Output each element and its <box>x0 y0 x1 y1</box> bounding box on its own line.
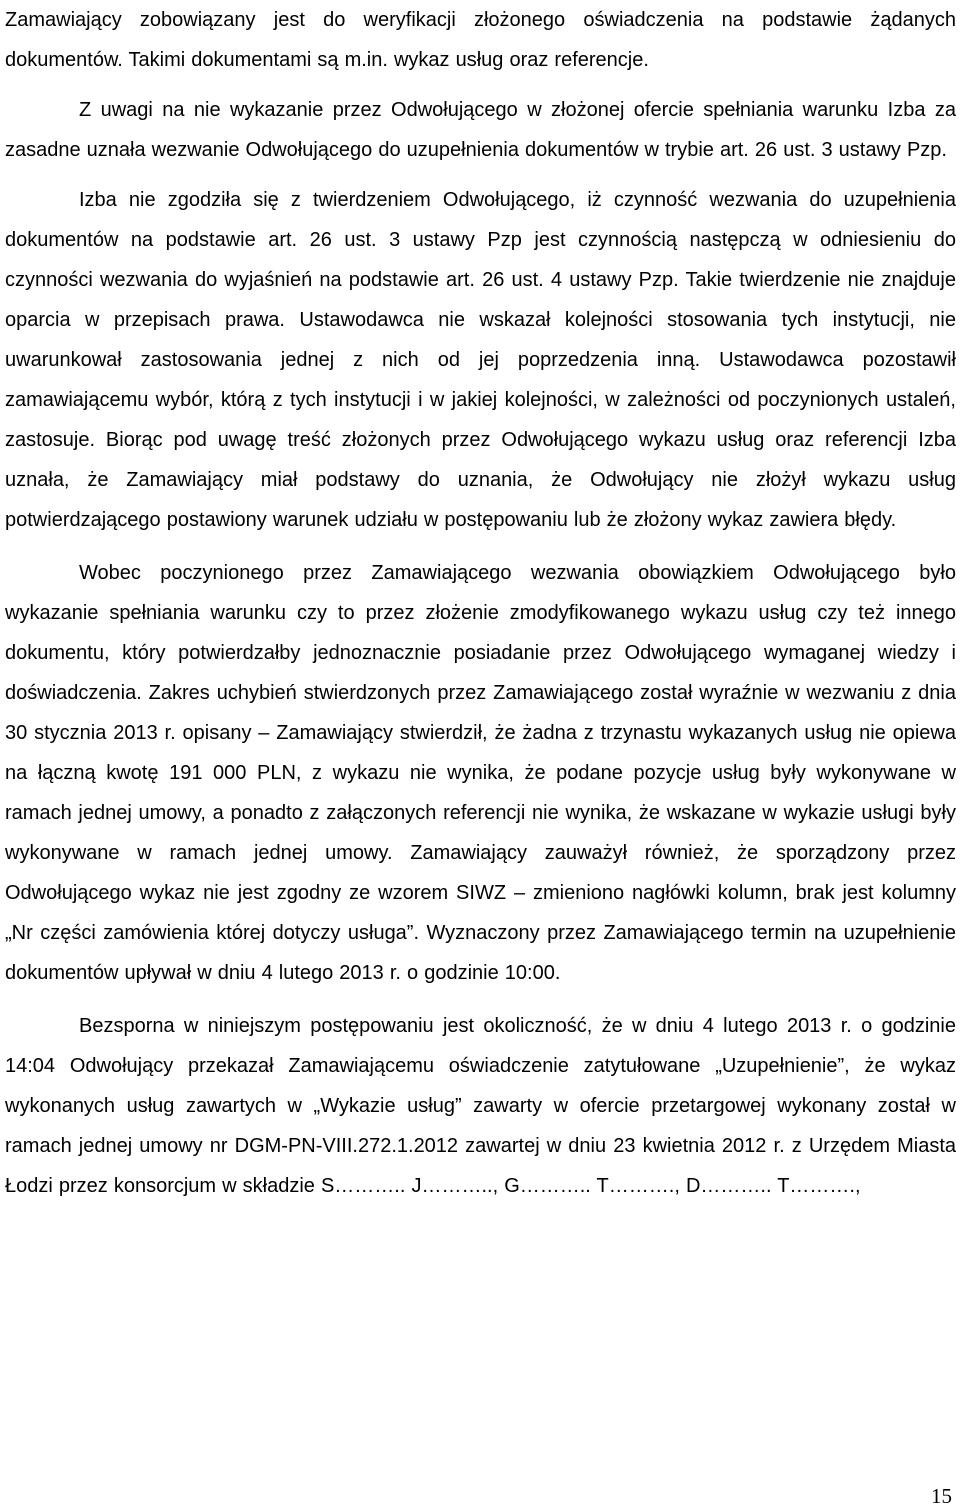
paragraph-summons-details: Wobec poczynionego przez Zamawiającego wezwania obowiązkiem Odwołującego było wykazanie spełniania warunku czy to przez złożenie zmodyfikowanego wykazu usług czy też innego dokumentu, który potwierdzałby jednoznacznie posiadanie przez Odwołującego wymaganej wiedzy i doświadczenia. Zakres uchybień stwierdzonych przez Zamawiającego został wyraźnie w wezwaniu z dnia 30 stycznia 2013 r. opisany – Zamawiający stwierdził, że żadna z trzynastu wykazanych usług nie opiewa na łączną kwotę 191 000 PLN, z wykazu nie wynika, że podane pozycje usług były wykonywane w ramach jednej umowy, a ponadto z załączonych referencji nie wynika, że wskazane w wykazie usługi były wykonywane w ramach jednej umowy. Zamawiający zauważył również, że sporządzony przez Odwołującego wykaz nie jest zgodny ze wzorem SIWZ – zmieniono nagłówki kolumn, brak jest kolumny „Nr części zamówienia której dotyczy usługa”. Wyznaczony przez Zamawiającego termin na uzupełnienie dokumentów upływał w dniu 4 lutego 2013 r. o godzinie 10:00. <box>5 562 956 984</box>
paragraph-verification-obligation: Zamawiający zobowiązany jest do weryfikacji złożonego oświadczenia na podstawie żądanych dokumentów. Takimi dokumentami są m.in. wykaz usług oraz referencje. <box>5 9 956 71</box>
paragraph-chamber-position: Izba nie zgodziła się z twierdzeniem Odwołującego, iż czynność wezwania do uzupełnienia dokumentów na podstawie art. 26 ust. 3 ustawy Pzp jest czynnością następczą w odniesieniu do czynności wezwania do wyjaśnień na podstawie art. 26 ust. 4 ustawy Pzp. Takie twierdzenie nie znajduje oparcia w przepisach prawa. Ustawodawca nie wskazał kolejności stosowania tych instytucji, nie uwarunkował zastosowania jednej z nich od jej poprzedzenia inną. Ustawodawca pozostawił zamawiającemu wybór, którą z tych instytucji i w jakiej kolejności, w zależności od poczynionych ustaleń, zastosuje. Biorąc pod uwagę treść złożonych przez Odwołującego wykazu usług oraz referencji Izba uznała, że Zamawiający miał podstawy do uznania, że Odwołujący nie złożył wykazu usług potwierdzającego postawiony warunek udziału w postępowaniu lub że złożony wykaz zawiera błędy. <box>5 189 956 531</box>
paragraph-spacer <box>5 993 956 1006</box>
paragraph-spacer <box>5 540 956 553</box>
paragraph-undisputed-circumstance: Bezsporna w niniejszym postępowaniu jest okoliczność, że w dniu 4 lutego 2013 r. o godzinie 14:04 Odwołujący przekazał Zamawiającemu oświadczenie zatytułowane „Uzupełnienie”, że wykaz wykonanych usług zawartych w „Wykazie usług” zawarty w ofercie przetargowej wykonany został w ramach jednej umowy nr DGM-PN-VIII.272.1.2012 zawartej w dniu 23 kwietnia 2012 r. z Urzędem Miasta Łodzi przez konsorcjum w składzie S……….. J……….., G……….. T………., D……….. T………., <box>5 1015 956 1197</box>
paragraph-spacer <box>5 170 956 180</box>
paragraph-spacer <box>5 80 956 90</box>
page-number: 15 <box>931 1484 952 1508</box>
paragraph-supplementation-summons: Z uwagi na nie wykazanie przez Odwołującego w złożonej ofercie spełniania warunku Izba za zasadne uznała wezwanie Odwołującego do uzupełnienia dokumentów w trybie art. 26 ust. 3 ustawy Pzp. <box>5 99 956 161</box>
